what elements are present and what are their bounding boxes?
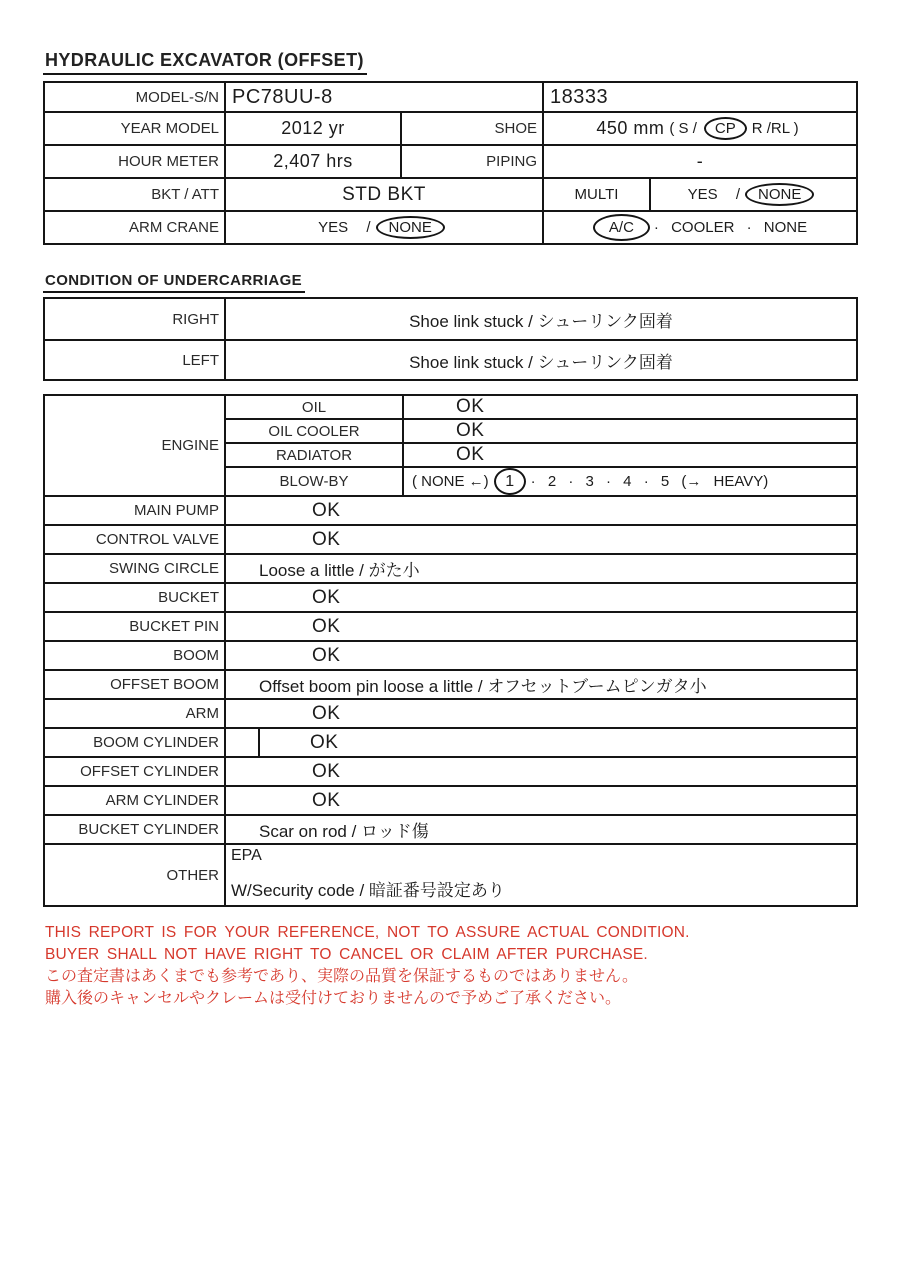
condition-row-swing-circle <box>45 553 856 582</box>
inspection-sheet <box>43 50 858 1010</box>
condition-row-main-pump <box>45 495 856 524</box>
radiator-value: OK <box>402 444 856 466</box>
arm-crane-value <box>224 212 542 243</box>
offset-boom-value: Offset boom pin loose a little / オフセットブームピンガタ小 <box>224 671 856 698</box>
bucket-cylinder-value: Scar on rod / ロッド傷 <box>224 816 856 843</box>
spec-row-year <box>45 111 856 144</box>
undercarriage-row-right <box>45 299 856 339</box>
main-pump-label: MAIN PUMP <box>133 502 219 519</box>
serial-value: 18333 <box>542 83 856 111</box>
piping-label: PIPING <box>400 146 542 177</box>
model-value: PC78UU-8 <box>224 83 542 111</box>
ac-cooler-rest: · COOLER · NONE <box>653 219 808 236</box>
boom-label: BOOM <box>173 647 219 664</box>
disclaimer-line-2: BUYER SHALL NOT HAVE RIGHT TO CANCEL OR CLAIM AFTER PURCHASE. <box>45 946 648 963</box>
year-model-label: YEAR MODEL <box>120 120 219 137</box>
undercarriage-heading: CONDITION OF UNDERCARRIAGE <box>43 272 305 293</box>
condition-row-bucket-cylinder <box>45 814 856 843</box>
undercarriage-table <box>43 297 858 381</box>
arm-crane-yes-text: YES / <box>318 219 371 236</box>
blowby-label: BLOW-BY <box>279 473 349 490</box>
shoe-size: 450 mm <box>596 118 665 138</box>
multi-value <box>649 179 856 210</box>
engine-label: ENGINE <box>161 437 219 454</box>
boom-cylinder-spacer-cell <box>224 729 258 756</box>
model-sn-label: MODEL-S/N <box>135 88 219 106</box>
boom-value: OK <box>224 642 856 669</box>
arm-cylinder-label: ARM CYLINDER <box>105 792 219 809</box>
offset-boom-label: OFFSET BOOM <box>110 676 219 693</box>
blowby-rating-circle: 1 <box>494 468 526 495</box>
blowby-none-text: ( NONE ←) <box>412 473 489 490</box>
oil-value: OK <box>402 396 856 418</box>
year-value: 2012 yr <box>224 113 400 144</box>
right-label: RIGHT <box>172 310 219 328</box>
condition-row-other <box>45 843 856 905</box>
shoe-label: SHOE <box>400 113 542 144</box>
bkt-att-label: BKT / ATT <box>151 186 219 203</box>
disclaimer <box>43 922 858 1010</box>
shoe-selected-circle: CP <box>704 117 747 140</box>
control-valve-label: CONTROL VALVE <box>95 531 219 548</box>
bucket-label: BUCKET <box>158 589 219 606</box>
boom-cylinder-label: BOOM CYLINDER <box>93 734 219 751</box>
swing-circle-label: SWING CIRCLE <box>108 560 219 577</box>
bucket-pin-value: OK <box>224 613 856 640</box>
engine-row-radiator <box>226 442 856 466</box>
blowby-heavy-text: · 2 · 3 · 4 · 5 (→ HEAVY) <box>530 473 769 490</box>
shoe-value <box>542 113 856 144</box>
arm-cylinder-value: OK <box>224 787 856 814</box>
oil-label: OIL <box>301 398 327 416</box>
spec-row-hours <box>45 144 856 177</box>
page-title: HYDRAULIC EXCAVATOR (OFFSET) <box>43 50 367 75</box>
bkt-value: STD BKT <box>224 179 542 210</box>
main-pump-value: OK <box>224 497 856 524</box>
arm-crane-selected-circle: NONE <box>376 216 445 239</box>
multi-yes-text: YES / <box>687 186 740 203</box>
condition-row-bucket <box>45 582 856 611</box>
ac-selected-circle: A/C <box>593 214 650 241</box>
disclaimer-line-4: 購入後のキャンセルやクレームは受付けておりませんので予めご了承ください。 <box>45 990 622 1007</box>
bucket-pin-label: BUCKET PIN <box>129 618 219 635</box>
condition-table <box>43 394 858 907</box>
disclaimer-line-1: THIS REPORT IS FOR YOUR REFERENCE, NOT TO ASSURE ACTUAL CONDITION. <box>45 924 690 941</box>
oil-cooler-label: OIL COOLER <box>268 422 360 440</box>
arm-crane-label: ARM CRANE <box>128 219 219 236</box>
condition-row-offset-boom <box>45 669 856 698</box>
offset-cylinder-value: OK <box>224 758 856 785</box>
hour-meter-value: 2,407 hrs <box>224 146 400 177</box>
spec-row-armcrane <box>45 210 856 243</box>
left-label: LEFT <box>182 351 219 369</box>
engine-subtable <box>224 396 856 495</box>
condition-row-control-valve <box>45 524 856 553</box>
engine-block <box>45 396 856 495</box>
engine-row-blowby <box>226 466 856 495</box>
multi-selected-circle: NONE <box>745 183 814 206</box>
condition-row-boom <box>45 640 856 669</box>
condition-row-boom-cylinder <box>45 727 856 756</box>
undercarriage-row-left <box>45 339 856 379</box>
arm-value: OK <box>224 700 856 727</box>
arm-label: ARM <box>185 705 219 722</box>
boom-cylinder-value: OK <box>258 729 856 756</box>
condition-row-offset-cylinder <box>45 756 856 785</box>
spec-row-model <box>45 83 856 111</box>
swing-circle-value: Loose a little / がた小 <box>224 555 856 582</box>
oil-cooler-value: OK <box>402 420 856 442</box>
other-value <box>224 845 856 905</box>
spec-row-bkt <box>45 177 856 210</box>
engine-row-oil <box>226 396 856 418</box>
condition-row-bucket-pin <box>45 611 856 640</box>
control-valve-value: OK <box>224 526 856 553</box>
bucket-value: OK <box>224 584 856 611</box>
other-line-epa: EPA <box>231 847 262 864</box>
offset-cylinder-label: OFFSET CYLINDER <box>80 763 219 780</box>
left-value: Shoe link stuck / シューリンク固着 <box>224 341 856 379</box>
other-label: OTHER <box>166 866 219 884</box>
shoe-options-prefix: ( S / <box>669 120 697 137</box>
other-line-security: W/Security code / 暗証番号設定あり <box>231 881 505 900</box>
blowby-scale <box>402 468 856 495</box>
engine-row-oil-cooler <box>226 418 856 442</box>
bucket-cylinder-label: BUCKET CYLINDER <box>78 821 219 838</box>
radiator-label: RADIATOR <box>275 446 353 464</box>
condition-row-arm-cylinder <box>45 785 856 814</box>
multi-label: MULTI <box>542 179 649 210</box>
piping-value: - <box>542 146 856 177</box>
shoe-options-suffix: R /RL ) <box>751 120 799 137</box>
disclaimer-line-3: この査定書はあくまでも参考であり、実際の品質を保証するものではありません。 <box>45 968 638 985</box>
spec-table <box>43 81 858 245</box>
right-value: Shoe link stuck / シューリンク固着 <box>224 299 856 339</box>
ac-cooler-value <box>542 212 856 243</box>
hour-meter-label: HOUR METER <box>118 153 219 170</box>
condition-row-arm <box>45 698 856 727</box>
